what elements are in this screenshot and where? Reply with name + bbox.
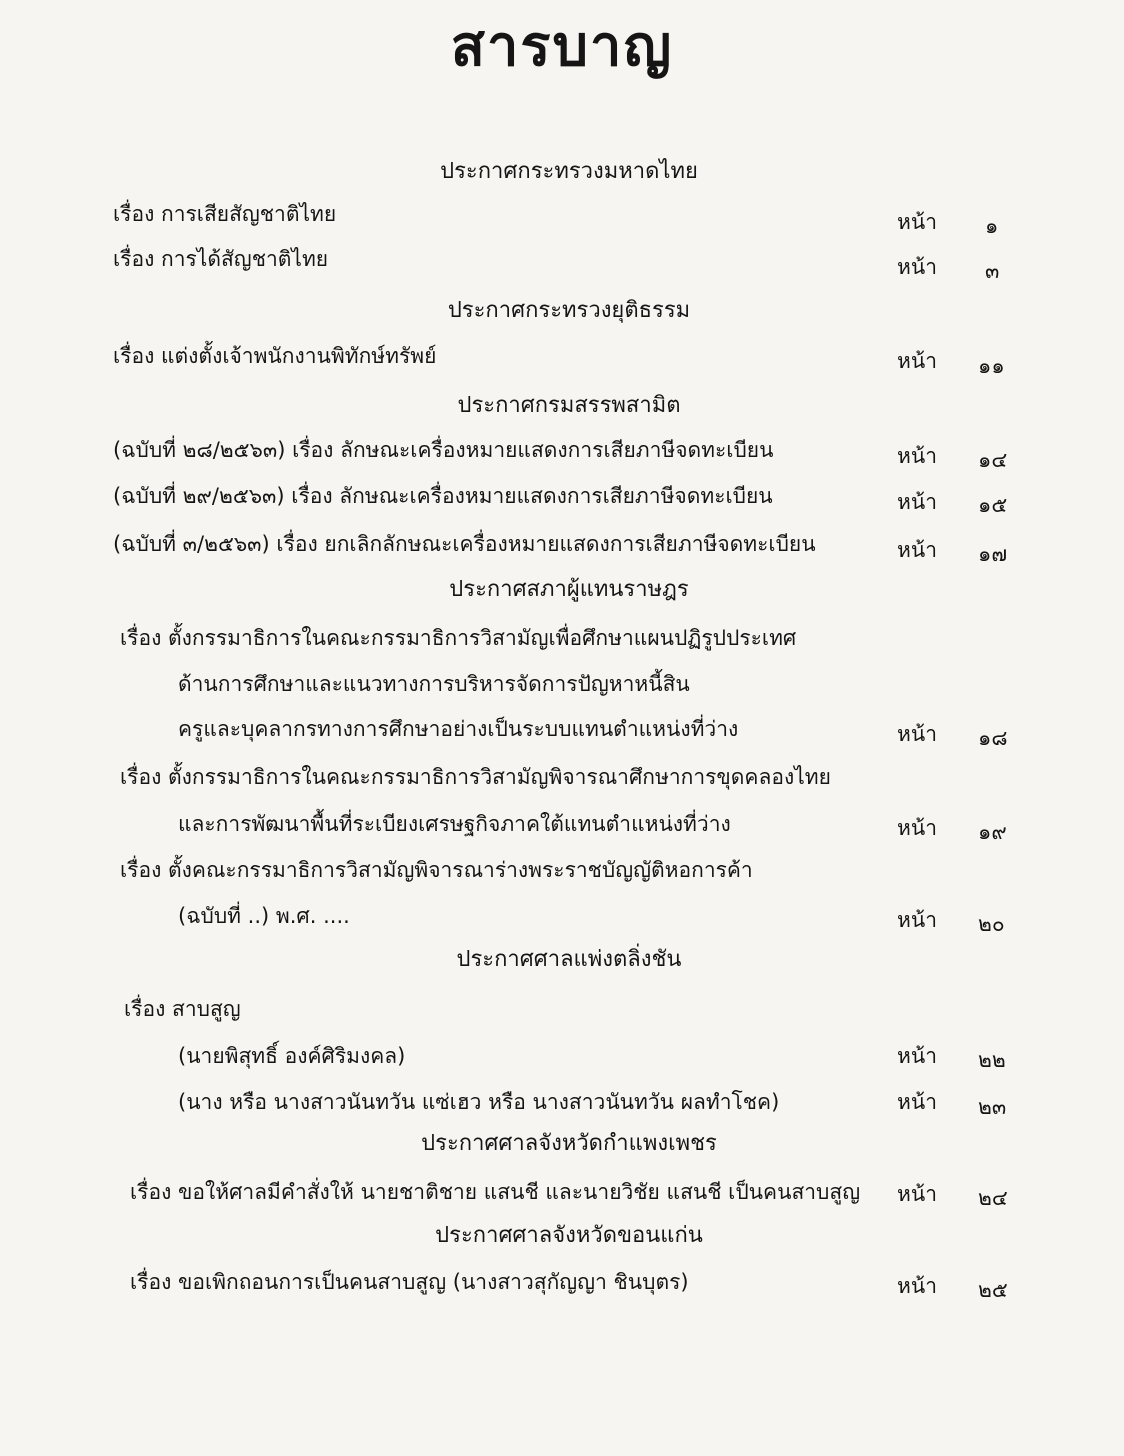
page-label: หน้า <box>897 1090 937 1114</box>
page-title: สารบาญ <box>450 14 674 79</box>
page-number: ๒๕ <box>978 1278 1008 1302</box>
toc-entry: และการพัฒนาพื้นที่ระเบียงเศรษฐกิจภาคใต้แทนตำแหน่งที่ว่าง <box>178 812 731 836</box>
page-label: หน้า <box>897 255 937 279</box>
page-number: ๑๔ <box>978 448 1008 472</box>
toc-entry: เรื่อง สาบสูญ <box>124 997 241 1021</box>
toc-entry: (นาง หรือ นางสาวนันทวัน แซ่เฮว หรือ นางสาวนันทวัน ผลทำโชค) <box>178 1090 780 1114</box>
page-label: หน้า <box>897 490 937 514</box>
page-number: ๑๕ <box>978 493 1008 517</box>
page-number: ๓ <box>985 259 1000 283</box>
page-label: หน้า <box>897 349 937 373</box>
toc-entry: เรื่อง ตั้งกรรมาธิการในคณะกรรมาธิการวิสามัญเพื่อศึกษาแผนปฏิรูปประเทศ <box>120 626 797 650</box>
page-number: ๑๘ <box>978 726 1008 750</box>
page-label: หน้า <box>897 444 937 468</box>
section-heading: ประกาศศาลจังหวัดกำแพงเพชร <box>421 1131 717 1156</box>
page-number: ๒๔ <box>978 1186 1008 1210</box>
toc-entry: (ฉบับที่ ๒๙/๒๕๖๓) เรื่อง ลักษณะเครื่องหมายแสดงการเสียภาษีจดทะเบียน <box>113 484 773 508</box>
page-number: ๑ <box>985 214 999 238</box>
toc-entry: เรื่อง การเสียสัญชาติไทย <box>113 202 337 226</box>
page-number: ๑๗ <box>978 542 1008 566</box>
page-label: หน้า <box>897 1044 937 1068</box>
section-heading: ประกาศกระทรวงยุติธรรม <box>447 298 691 323</box>
toc-entry: ครูและบุคลากรทางการศึกษาอย่างเป็นระบบแทนตำแหน่งที่ว่าง <box>178 717 739 741</box>
section-heading: ประกาศศาลจังหวัดขอนแก่น <box>435 1223 703 1248</box>
page-number: ๒๓ <box>978 1095 1007 1119</box>
section-heading: ประกาศกระทรวงมหาดไทย <box>440 159 698 184</box>
page-number: ๒๐ <box>978 912 1005 936</box>
section-heading: ประกาศกรมสรรพสามิต <box>457 393 681 418</box>
page-number: ๑๙ <box>978 820 1007 844</box>
toc-entry: เรื่อง ขอให้ศาลมีคำสั่งให้ นายชาติชาย แสนชี และนายวิชัย แสนชี เป็นคนสาบสูญ <box>130 1180 861 1204</box>
toc-entry: เรื่อง ขอเพิกถอนการเป็นคนสาบสูญ (นางสาวสุกัญญา ชินบุตร) <box>130 1270 689 1294</box>
section-heading: ประกาศสภาผู้แทนราษฎร <box>449 577 689 602</box>
section-heading: ประกาศศาลแพ่งตลิ่งชัน <box>456 947 682 972</box>
toc-entry: เรื่อง แต่งตั้งเจ้าพนักงานพิทักษ์ทรัพย์ <box>113 344 437 368</box>
page-label: หน้า <box>897 210 937 234</box>
page-label: หน้า <box>897 538 937 562</box>
toc-entry: (ฉบับที่ ..) พ.ศ. .... <box>178 904 350 928</box>
toc-entry: (ฉบับที่ ๓/๒๕๖๓) เรื่อง ยกเลิกลักษณะเครื่องหมายแสดงการเสียภาษีจดทะเบียน <box>113 532 816 556</box>
toc-entry: เรื่อง การได้สัญชาติไทย <box>113 247 329 271</box>
toc-entry: เรื่อง ตั้งกรรมาธิการในคณะกรรมาธิการวิสามัญพิจารณาศึกษาการขุดคลองไทย <box>120 765 831 789</box>
page-label: หน้า <box>897 816 937 840</box>
toc-entry: ด้านการศึกษาและแนวทางการบริหารจัดการปัญหาหนี้สิน <box>178 672 690 696</box>
page-label: หน้า <box>897 908 937 932</box>
page-number: ๒๒ <box>978 1048 1006 1072</box>
page-label: หน้า <box>897 1182 937 1206</box>
page-number: ๑๑ <box>978 354 1005 378</box>
toc-entry: (นายพิสุทธิ์ องค์ศิริมงคล) <box>178 1044 406 1068</box>
page-label: หน้า <box>897 722 937 746</box>
toc-entry: เรื่อง ตั้งคณะกรรมาธิการวิสามัญพิจารณาร่างพระราชบัญญัติหอการค้า <box>120 858 753 882</box>
page-label: หน้า <box>897 1274 937 1298</box>
toc-entry: (ฉบับที่ ๒๘/๒๕๖๓) เรื่อง ลักษณะเครื่องหมายแสดงการเสียภาษีจดทะเบียน <box>113 438 774 462</box>
